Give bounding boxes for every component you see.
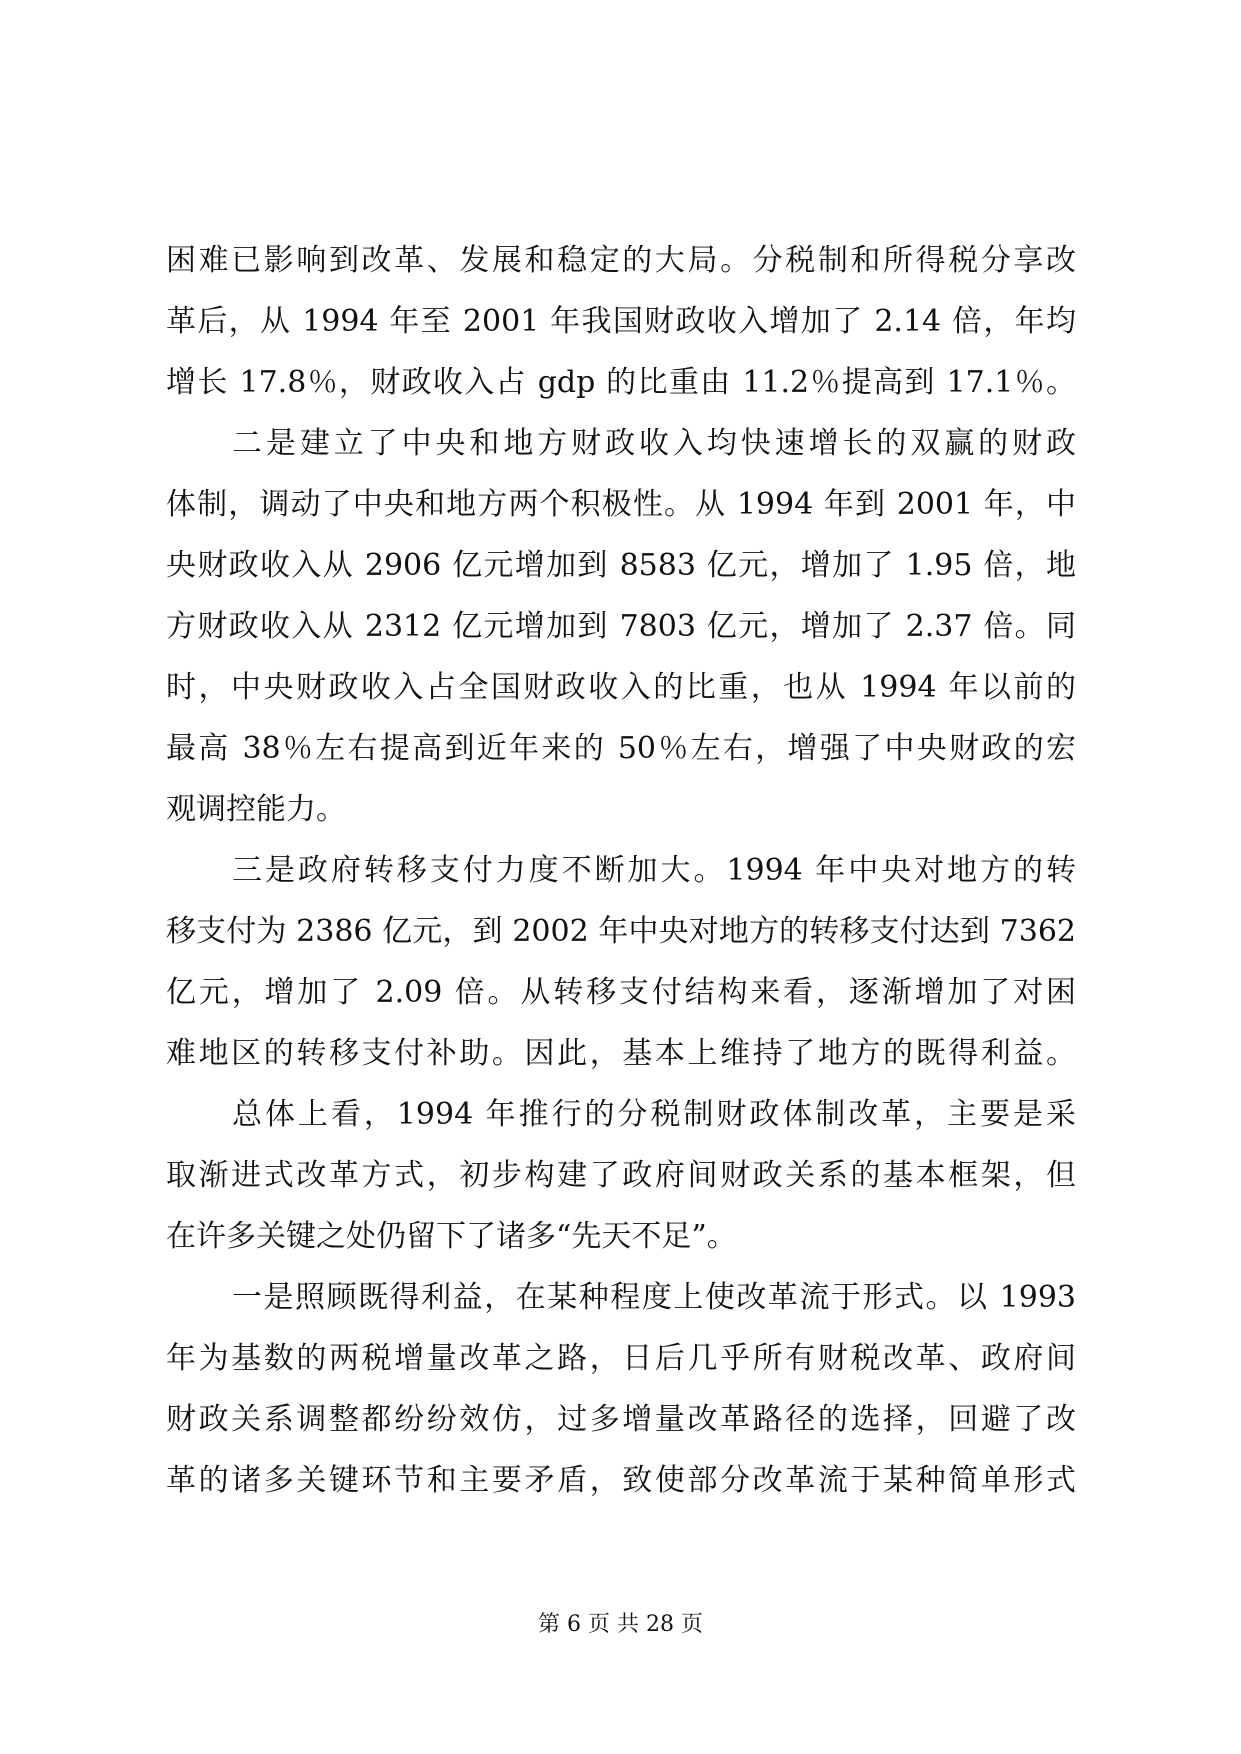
- text-line: 困难已影响到改革、发展和稳定的大局。分税制和所得税分享改: [166, 243, 1076, 278]
- text-line: 增长 17.8％，财政收入占 gdp 的比重由 11.2％提高到 17.1％。: [166, 365, 1076, 400]
- text-line: 时，中央财政收入占全国财政收入的比重，也从 1994 年以前的: [166, 670, 1076, 705]
- paragraph-second-point: [166, 413, 1076, 840]
- paragraph-first-issue: [166, 1267, 1076, 1511]
- text-line: 革的诸多关键环节和主要矛盾，致使部分改革流于某种简单形式: [166, 1463, 1076, 1498]
- text-line: 年为基数的两税增量改革之路，日后几乎所有财税改革、政府间: [166, 1341, 1076, 1376]
- text-line: 央财政收入从 2906 亿元增加到 8583 亿元，增加了 1.95 倍，地: [166, 548, 1076, 583]
- paragraph-third-point: [166, 840, 1076, 1084]
- text-line: 亿元，增加了 2.09 倍。从转移支付结构来看，逐渐增加了对困: [166, 975, 1076, 1010]
- text-line: 总体上看，1994 年推行的分税制财政体制改革，主要是采: [232, 1097, 1076, 1132]
- text-line: 体制，调动了中央和地方两个积极性。从 1994 年到 2001 年，中: [166, 487, 1076, 522]
- text-line: 三是政府转移支付力度不断加大。1994 年中央对地方的转: [232, 853, 1076, 888]
- text-line: 最高 38％左右提高到近年来的 50％左右，增强了中央财政的宏: [166, 731, 1076, 766]
- text-line: 观调控能力。: [166, 792, 346, 827]
- text-line: 难地区的转移支付补助。因此，基本上维持了地方的既得利益。: [166, 1036, 1076, 1071]
- text-line: 革后，从 1994 年至 2001 年我国财政收入增加了 2.14 倍，年均: [166, 304, 1076, 339]
- text-line: 一是照顾既得利益，在某种程度上使改革流于形式。以 1993: [232, 1280, 1076, 1315]
- text-line: 方财政收入从 2312 亿元增加到 7803 亿元，增加了 2.37 倍。同: [166, 609, 1076, 644]
- text-line: 取渐进式改革方式，初步构建了政府间财政关系的基本框架，但: [166, 1158, 1076, 1193]
- text-line: 财政关系调整都纷纷效仿，过多增量改革路径的选择，回避了改: [166, 1402, 1076, 1437]
- text-line: 在许多关键之处仍留下了诸多“先天不足”。: [166, 1219, 737, 1254]
- page-body: [166, 230, 1076, 1511]
- paragraph-overall: [166, 1084, 1076, 1267]
- paragraph-continued: [166, 230, 1076, 413]
- text-line: 移支付为 2386 亿元，到 2002 年中央对地方的转移支付达到 7362: [166, 914, 1076, 949]
- text-line: 二是建立了中央和地方财政收入均快速增长的双赢的财政: [232, 426, 1076, 461]
- page-number: 第 6 页 共 28 页: [538, 1612, 703, 1637]
